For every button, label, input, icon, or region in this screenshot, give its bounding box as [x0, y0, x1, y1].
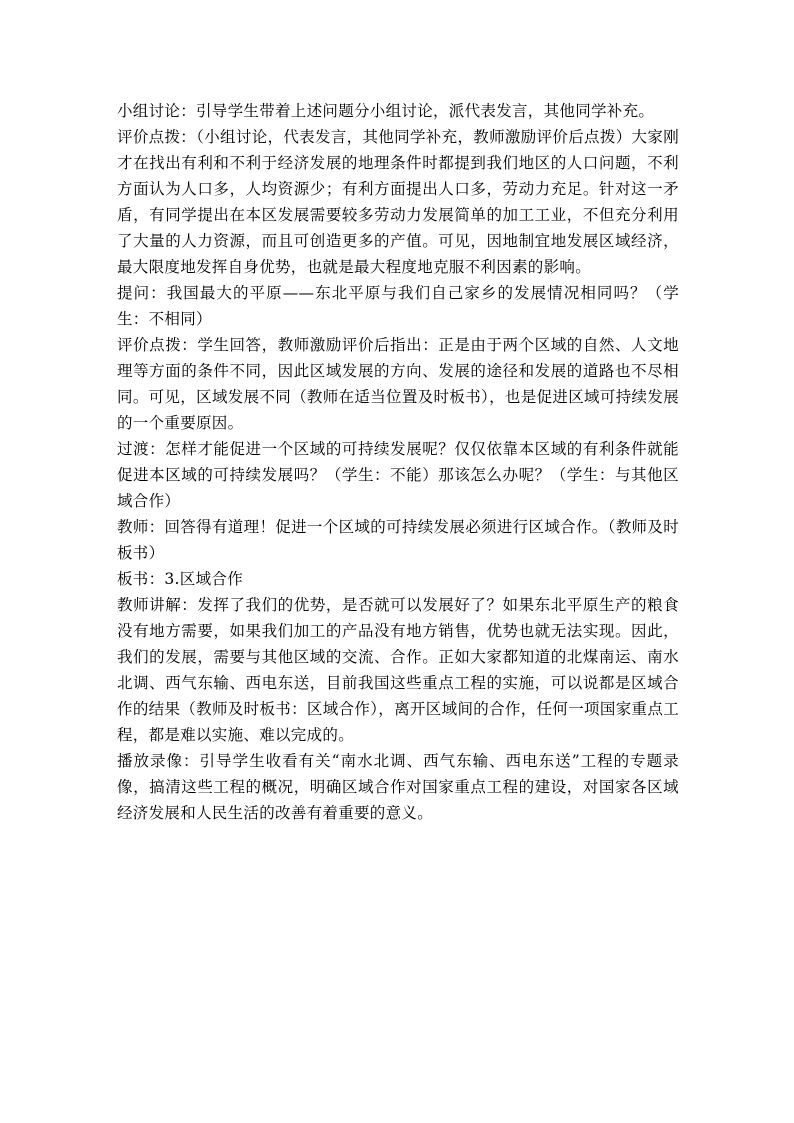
paragraph-board-writing: 板书：3.区域合作	[117, 570, 243, 588]
paragraph-question: 提问：我国最大的平原——东北平原与我们自己家乡的发展情况相同吗？（学生：不相同）	[117, 284, 679, 328]
paragraph-teacher-explanation: 教师讲解：发挥了我们的优势，是否就可以发展好了？如果东北平原生产的粮食没有地方需要，如果我们加工的产品没有地方销售，优势也就无法实现。因此，我们的发展，需要与其他区域的交流、合作。正如大家都知道的北煤南运、南水北调、西气东输、西电东送，目前我国这些重点工程的实施，可以说都是区域合作的结果（教师及时板书：区域合作），离开区域间的合作，任何一项国家重点工程，都是难以实施、难以完成的。	[117, 596, 679, 744]
paragraph-teacher: 教师：回答得有道理！促进一个区域的可持续发展必须进行区域合作。（教师及时板书）	[117, 518, 679, 562]
paragraph-transition: 过渡：怎样才能促进一个区域的可持续发展呢？仅仅依靠本区域的有利条件就能促进本区域的可持续发展吗？（学生：不能）那该怎么办呢？（学生：与其他区域合作）	[117, 440, 679, 510]
document-page	[117, 98, 679, 826]
paragraph-play-video: 播放录像：引导学生收看有关“南水北调、西气东输、西电东送”工程的专题录像，搞清这些工程的概况，明确区域合作对国家重点工程的建设，对国家各区域经济发展和人民生活的改善有着重要的意义。	[117, 752, 679, 822]
paragraph-evaluation-guidance: 评价点拨：（小组讨论，代表发言，其他同学补充，教师激励评价后点拨）大家刚才在找出有利和不利于经济发展的地理条件时都提到我们地区的人口问题，不利方面认为人口多，人均资源少；有利方面提出人口多，劳动力充足。针对这一矛盾，有同学提出在本区发展需要较多劳动力发展简单的加工工业，不但充分利用了大量的人力资源，而且可创造更多的产值。可见，因地制宜地发展区域经济，最大限度地发挥自身优势，也就是最大程度地克服不利因素的影响。	[117, 128, 679, 276]
paragraph-group-discussion: 小组讨论：引导学生带着上述问题分小组讨论，派代表发言，其他同学补充。	[117, 102, 655, 120]
paragraph-evaluation-guidance-2: 评价点拨：学生回答，教师激励评价后指出：正是由于两个区域的自然、人文地理等方面的条件不同，因此区域发展的方向、发展的途径和发展的道路也不尽相同。可见，区域发展不同（教师在适当位置及时板书），也是促进区域可持续发展的一个重要原因。	[117, 336, 679, 432]
